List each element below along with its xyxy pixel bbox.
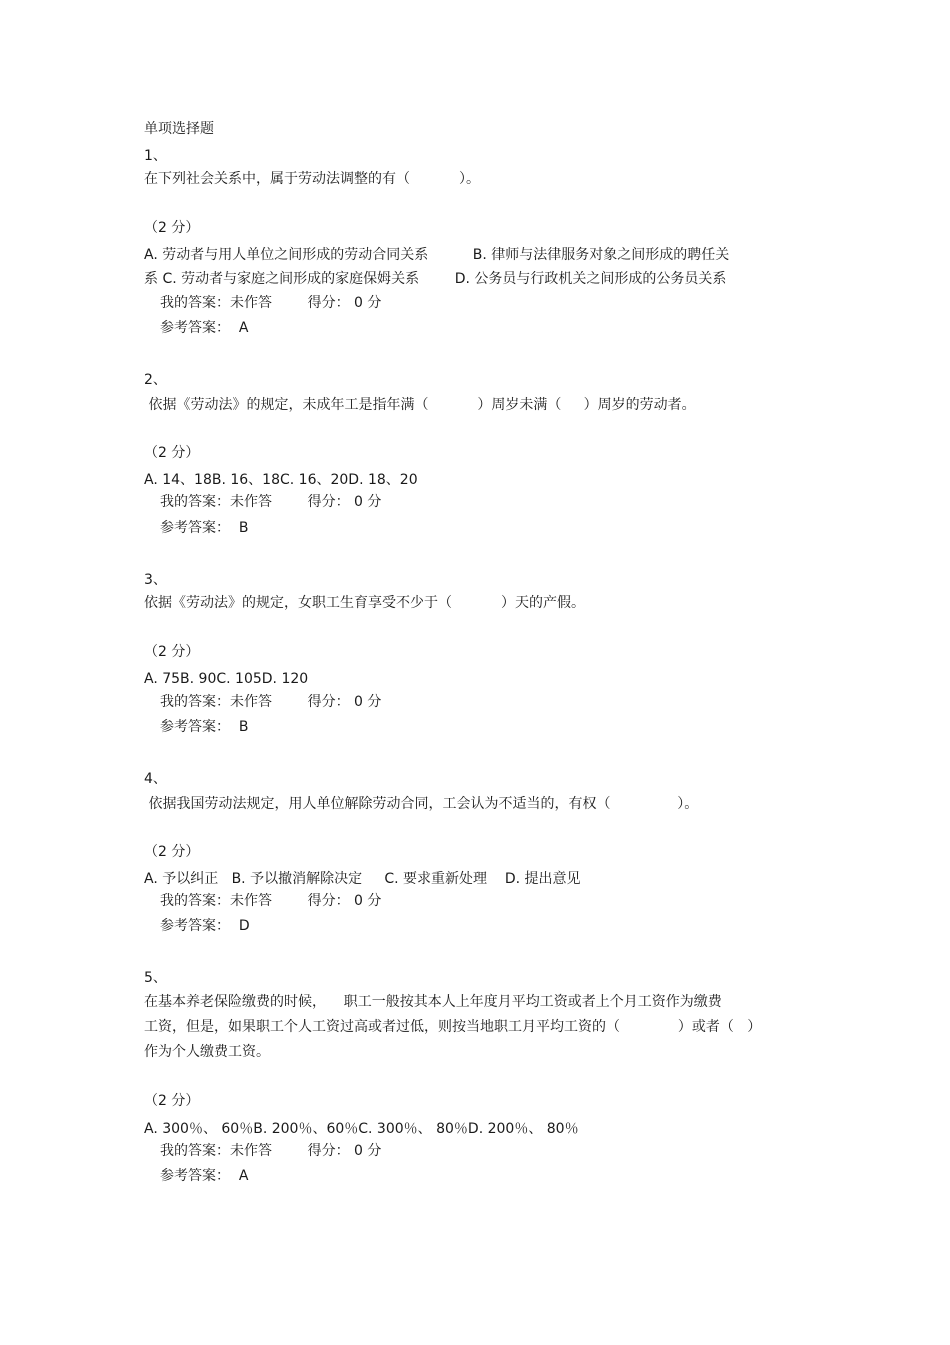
- my-answer: 我的答案：未作答 得分： 0 分: [160, 494, 382, 510]
- question-stem: 在下列社会关系中，属于劳动法调整的有（ ）。: [144, 171, 480, 187]
- question-number: 4、: [144, 771, 167, 787]
- question-score: （2 分）: [144, 644, 200, 660]
- question-number: 5、: [144, 970, 167, 986]
- question-stem: 依据《劳动法》的规定，女职工生育享受不少于（ ）天的产假。: [144, 595, 585, 611]
- reference-answer: 参考答案： B: [160, 520, 249, 536]
- question-number: 2、: [144, 372, 167, 388]
- my-answer: 我的答案：未作答 得分： 0 分: [160, 893, 382, 909]
- question-stem: 工资，但是，如果职工个人工资过高或者过低，则按当地职工月平均工资的（ ）或者（ ）: [144, 1019, 762, 1035]
- question-score: （2 分）: [144, 844, 200, 860]
- my-answer: 我的答案：未作答 得分： 0 分: [160, 694, 382, 710]
- question-number: 1、: [144, 148, 167, 164]
- question-options: A. 75B. 90C. 105D. 120: [144, 671, 309, 687]
- question-options: A. 14、18B. 16、18C. 16、20D. 18、20: [144, 472, 418, 488]
- question-options: A. 劳动者与用人单位之间形成的劳动合同关系 B. 律师与法律服务对象之间形成的聘任关: [144, 247, 730, 263]
- question-score: （2 分）: [144, 220, 200, 236]
- question-stem: 依据我国劳动法规定，用人单位解除劳动合同，工会认为不适当的，有权（ ）。: [144, 796, 699, 812]
- question-stem: 作为个人缴费工资。: [144, 1044, 270, 1060]
- my-answer: 我的答案：未作答 得分： 0 分: [160, 1143, 382, 1159]
- question-stem: 在基本养老保险缴费的时候， 职工一般按其本人上年度月平均工资或者上个月工资作为缴费: [144, 994, 722, 1010]
- reference-answer: 参考答案： B: [160, 719, 249, 735]
- question-options: A. 300％、 60％B. 200％、60％C. 300％、 80％D. 200％、 80％: [144, 1121, 579, 1137]
- reference-answer: 参考答案： A: [160, 1168, 249, 1184]
- question-stem: 依据《劳动法》的规定，未成年工是指年满（ ）周岁未满（ ）周岁的劳动者。: [144, 397, 696, 413]
- question-score: （2 分）: [144, 445, 200, 461]
- my-answer: 我的答案：未作答 得分： 0 分: [160, 295, 382, 311]
- reference-answer: 参考答案： A: [160, 320, 249, 336]
- question-options: A. 予以纠正 B. 予以撤消解除决定 C. 要求重新处理 D. 提出意见: [144, 871, 581, 887]
- question-number: 3、: [144, 572, 167, 588]
- section-title: 单项选择题: [144, 121, 214, 137]
- question-options: 系 C. 劳动者与家庭之间形成的家庭保姆关系 D. 公务员与行政机关之间形成的公务员关系: [144, 271, 727, 287]
- question-score: （2 分）: [144, 1093, 200, 1109]
- reference-answer: 参考答案： D: [160, 918, 250, 934]
